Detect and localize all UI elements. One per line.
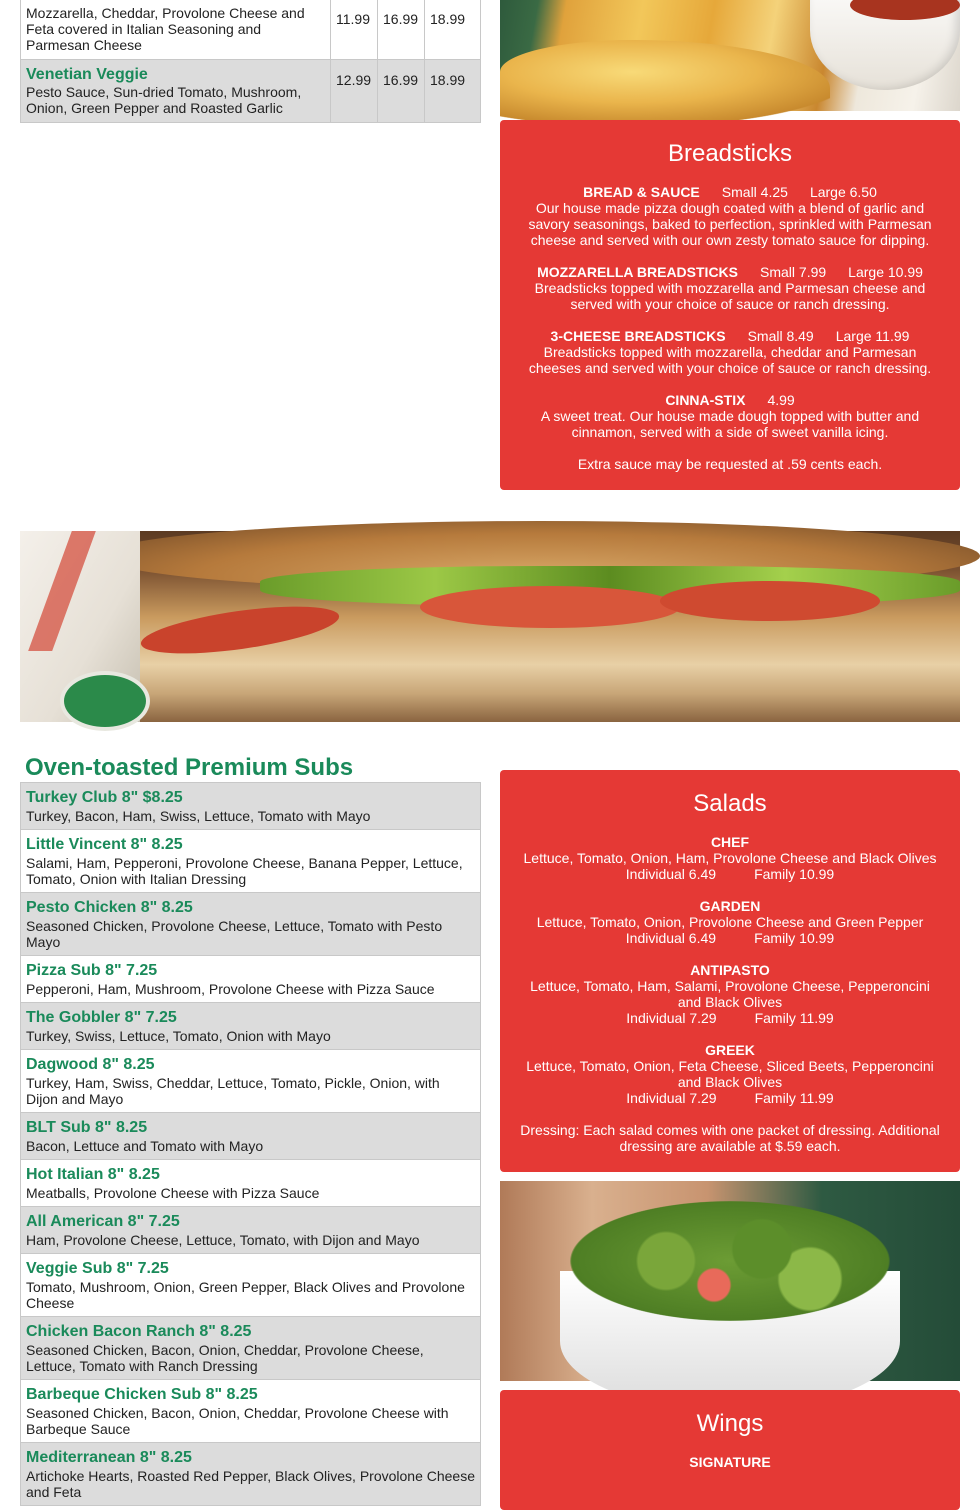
list-item bbox=[20, 1443, 481, 1506]
sauce-note: Extra sauce may be requested at .59 cents each. bbox=[577, 456, 883, 472]
sub-description: Turkey, Bacon, Ham, Swiss, Lettuce, Tomato with Mayo bbox=[26, 808, 371, 824]
salads-panel bbox=[500, 770, 960, 1172]
sub-name: Pesto Chicken 8" 8.25 bbox=[26, 899, 193, 916]
price-individual: Individual 7.29 bbox=[626, 1010, 717, 1026]
sub-name: The Gobbler 8" 7.25 bbox=[26, 1009, 177, 1026]
pizza-description: Mozzarella, Cheddar, Provolone Cheese and Feta covered in Italian Seasoning and Parmesan Cheese bbox=[26, 5, 305, 53]
sub-name: All American 8" 7.25 bbox=[26, 1213, 180, 1230]
sub-description: Bacon, Lettuce and Tomato with Mayo bbox=[26, 1138, 264, 1154]
item-description: Our house made pizza dough coated with a blend of garlic and savory seasonings, baked to perfection, sprinkled with Parmesan cheese and served with our own zesty tomato sauce for dipping. bbox=[528, 200, 932, 248]
salads-title: Salads bbox=[693, 790, 767, 817]
item-name: BREAD & SAUCE bbox=[583, 184, 700, 200]
menu-item bbox=[500, 834, 960, 882]
item-price-small: Small 7.99 bbox=[760, 264, 827, 280]
item-description: Lettuce, Tomato, Onion, Provolone Cheese and Green Pepper bbox=[536, 914, 924, 930]
sub-name: Pizza Sub 8" 7.25 bbox=[26, 962, 158, 979]
item-name: CHEF bbox=[710, 834, 750, 850]
sub-description: Artichoke Hearts, Roasted Red Pepper, Black Olives, Provolone Cheese and Feta bbox=[26, 1468, 476, 1500]
sub-sandwich-photo bbox=[20, 531, 960, 722]
item-price-small: Small 4.25 bbox=[721, 184, 788, 200]
breadsticks-title: Breadsticks bbox=[667, 140, 793, 167]
pizza-description: Pesto Sauce, Sun-dried Tomato, Mushroom, Onion, Green Pepper and Roasted Garlic bbox=[26, 84, 302, 116]
pizza-crust-shape bbox=[500, 40, 830, 120]
list-item bbox=[20, 1003, 481, 1050]
item-price-large: Large 10.99 bbox=[848, 264, 923, 280]
list-item bbox=[20, 1207, 481, 1254]
list-item bbox=[20, 1113, 481, 1160]
item-name: SIGNATURE bbox=[689, 1454, 771, 1470]
item-name: 3-CHEESE BREADSTICKS bbox=[550, 328, 726, 344]
menu-item bbox=[500, 264, 960, 312]
pizza-name: Venetian Veggie bbox=[26, 66, 148, 83]
price-medium: 16.99 bbox=[378, 60, 425, 123]
list-item bbox=[20, 1160, 481, 1207]
menu-item bbox=[500, 184, 960, 248]
list-item bbox=[20, 956, 481, 1003]
item-description: A sweet treat. Our house made dough topped with butter and cinnamon, served with a side of sweet vanilla icing. bbox=[540, 408, 920, 440]
price-family: Family 11.99 bbox=[754, 1090, 834, 1106]
price-individual: Individual 6.49 bbox=[625, 930, 717, 946]
menu-item bbox=[500, 392, 960, 440]
sub-description: Tomato, Mushroom, Onion, Green Pepper, Black Olives and Provolone Cheese bbox=[26, 1279, 465, 1311]
tomato-shape bbox=[420, 586, 680, 628]
list-item bbox=[20, 1380, 481, 1443]
item-price-large: Large 11.99 bbox=[835, 328, 910, 344]
list-item bbox=[20, 893, 481, 956]
sub-description: Turkey, Swiss, Lettuce, Tomato, Onion with Mayo bbox=[26, 1028, 331, 1044]
menu-item bbox=[500, 898, 960, 946]
price-individual: Individual 7.29 bbox=[626, 1090, 717, 1106]
sub-name: Chicken Bacon Ranch 8" 8.25 bbox=[26, 1323, 252, 1340]
price-small: 11.99 bbox=[331, 0, 378, 60]
item-price: 4.99 bbox=[767, 392, 795, 408]
sub-name: Mediterranean 8" 8.25 bbox=[26, 1449, 192, 1466]
sub-description: Seasoned Chicken, Provolone Cheese, Lettuce, Tomato with Pesto Mayo bbox=[26, 918, 443, 950]
sub-name: Little Vincent 8" 8.25 bbox=[26, 836, 183, 853]
breadsticks-panel bbox=[500, 120, 960, 490]
price-family: Family 10.99 bbox=[754, 930, 835, 946]
subs-section-title: Oven-toasted Premium Subs bbox=[25, 754, 354, 781]
wrapper-logo-shape bbox=[60, 671, 150, 731]
greens-shape bbox=[570, 1201, 890, 1321]
sub-name: Barbeque Chicken Sub 8" 8.25 bbox=[26, 1386, 258, 1403]
price-family: Family 11.99 bbox=[754, 1010, 834, 1026]
tomato-shape bbox=[138, 597, 341, 662]
list-item bbox=[20, 830, 481, 893]
sub-name: BLT Sub 8" 8.25 bbox=[26, 1119, 148, 1136]
menu-item bbox=[500, 1042, 960, 1106]
menu-item bbox=[500, 962, 960, 1026]
sub-description: Salami, Ham, Pepperoni, Provolone Cheese, Banana Pepper, Lettuce, Tomato, Onion with Italian Dressing bbox=[26, 855, 463, 887]
item-description: Breadsticks topped with mozzarella and Parmesan cheese and served with your choice of sauce or ranch dressing. bbox=[534, 280, 926, 312]
sub-description: Ham, Provolone Cheese, Lettuce, Tomato, with Dijon and Mayo bbox=[26, 1232, 420, 1248]
price-large: 18.99 bbox=[425, 0, 481, 60]
list-item bbox=[20, 1317, 481, 1380]
price-family: Family 10.99 bbox=[754, 866, 835, 882]
item-description: Lettuce, Tomato, Ham, Salami, Provolone Cheese, Pepperoncini and Black Olives bbox=[530, 978, 930, 1010]
list-item bbox=[20, 782, 481, 830]
table-row bbox=[21, 0, 481, 60]
item-description: Lettuce, Tomato, Onion, Feta Cheese, Sliced Beets, Pepperoncini and Black Olives bbox=[526, 1058, 934, 1090]
item-name: GREEK bbox=[705, 1042, 755, 1058]
price-individual: Individual 6.49 bbox=[625, 866, 717, 882]
sub-name: Hot Italian 8" 8.25 bbox=[26, 1166, 160, 1183]
sub-name: Veggie Sub 8" 7.25 bbox=[26, 1260, 169, 1277]
wings-title: Wings bbox=[696, 1410, 764, 1437]
pizza-photo bbox=[500, 0, 960, 111]
item-name: GARDEN bbox=[699, 898, 761, 914]
item-name: CINNA-STIX bbox=[665, 392, 746, 408]
tomato-shape bbox=[660, 581, 880, 621]
list-item bbox=[20, 1050, 481, 1113]
salad-photo bbox=[500, 1181, 960, 1381]
sub-name: Dagwood 8" 8.25 bbox=[26, 1056, 155, 1073]
sub-description: Meatballs, Provolone Cheese with Pizza Sauce bbox=[26, 1185, 320, 1201]
sub-description: Pepperoni, Ham, Mushroom, Provolone Cheese with Pizza Sauce bbox=[26, 981, 435, 997]
item-name: ANTIPASTO bbox=[690, 962, 770, 978]
list-item bbox=[20, 1254, 481, 1317]
specialty-pizza-table bbox=[20, 0, 481, 123]
item-description: Lettuce, Tomato, Onion, Ham, Provolone Cheese and Black Olives bbox=[523, 850, 937, 866]
item-description: Breadsticks topped with mozzarella, cheddar and Parmesan cheeses and served with your choice of sauce or ranch dressing. bbox=[528, 344, 932, 376]
wings-panel bbox=[500, 1390, 960, 1510]
dressing-note: Dressing: Each salad comes with one packet of dressing. Additional dressing are available at $.59 each. bbox=[520, 1122, 940, 1154]
item-price-small: Small 8.49 bbox=[747, 328, 814, 344]
item-name: MOZZARELLA BREADSTICKS bbox=[537, 264, 739, 280]
sub-description: Seasoned Chicken, Bacon, Onion, Cheddar, Provolone Cheese, Lettuce, Tomato with Ranch Dressing bbox=[26, 1342, 424, 1374]
sub-name: Turkey Club 8" $8.25 bbox=[26, 789, 183, 806]
table-row bbox=[21, 60, 481, 123]
menu-item bbox=[500, 328, 960, 376]
subs-list bbox=[20, 782, 481, 1506]
price-small: 12.99 bbox=[331, 60, 378, 123]
item-price-large: Large 6.50 bbox=[809, 184, 877, 200]
sub-description: Seasoned Chicken, Bacon, Onion, Cheddar, Provolone Cheese with Barbeque Sauce bbox=[26, 1405, 449, 1437]
price-large: 18.99 bbox=[425, 60, 481, 123]
sub-description: Turkey, Ham, Swiss, Cheddar, Lettuce, Tomato, Pickle, Onion, with Dijon and Mayo bbox=[26, 1075, 440, 1107]
price-medium: 16.99 bbox=[378, 0, 425, 60]
